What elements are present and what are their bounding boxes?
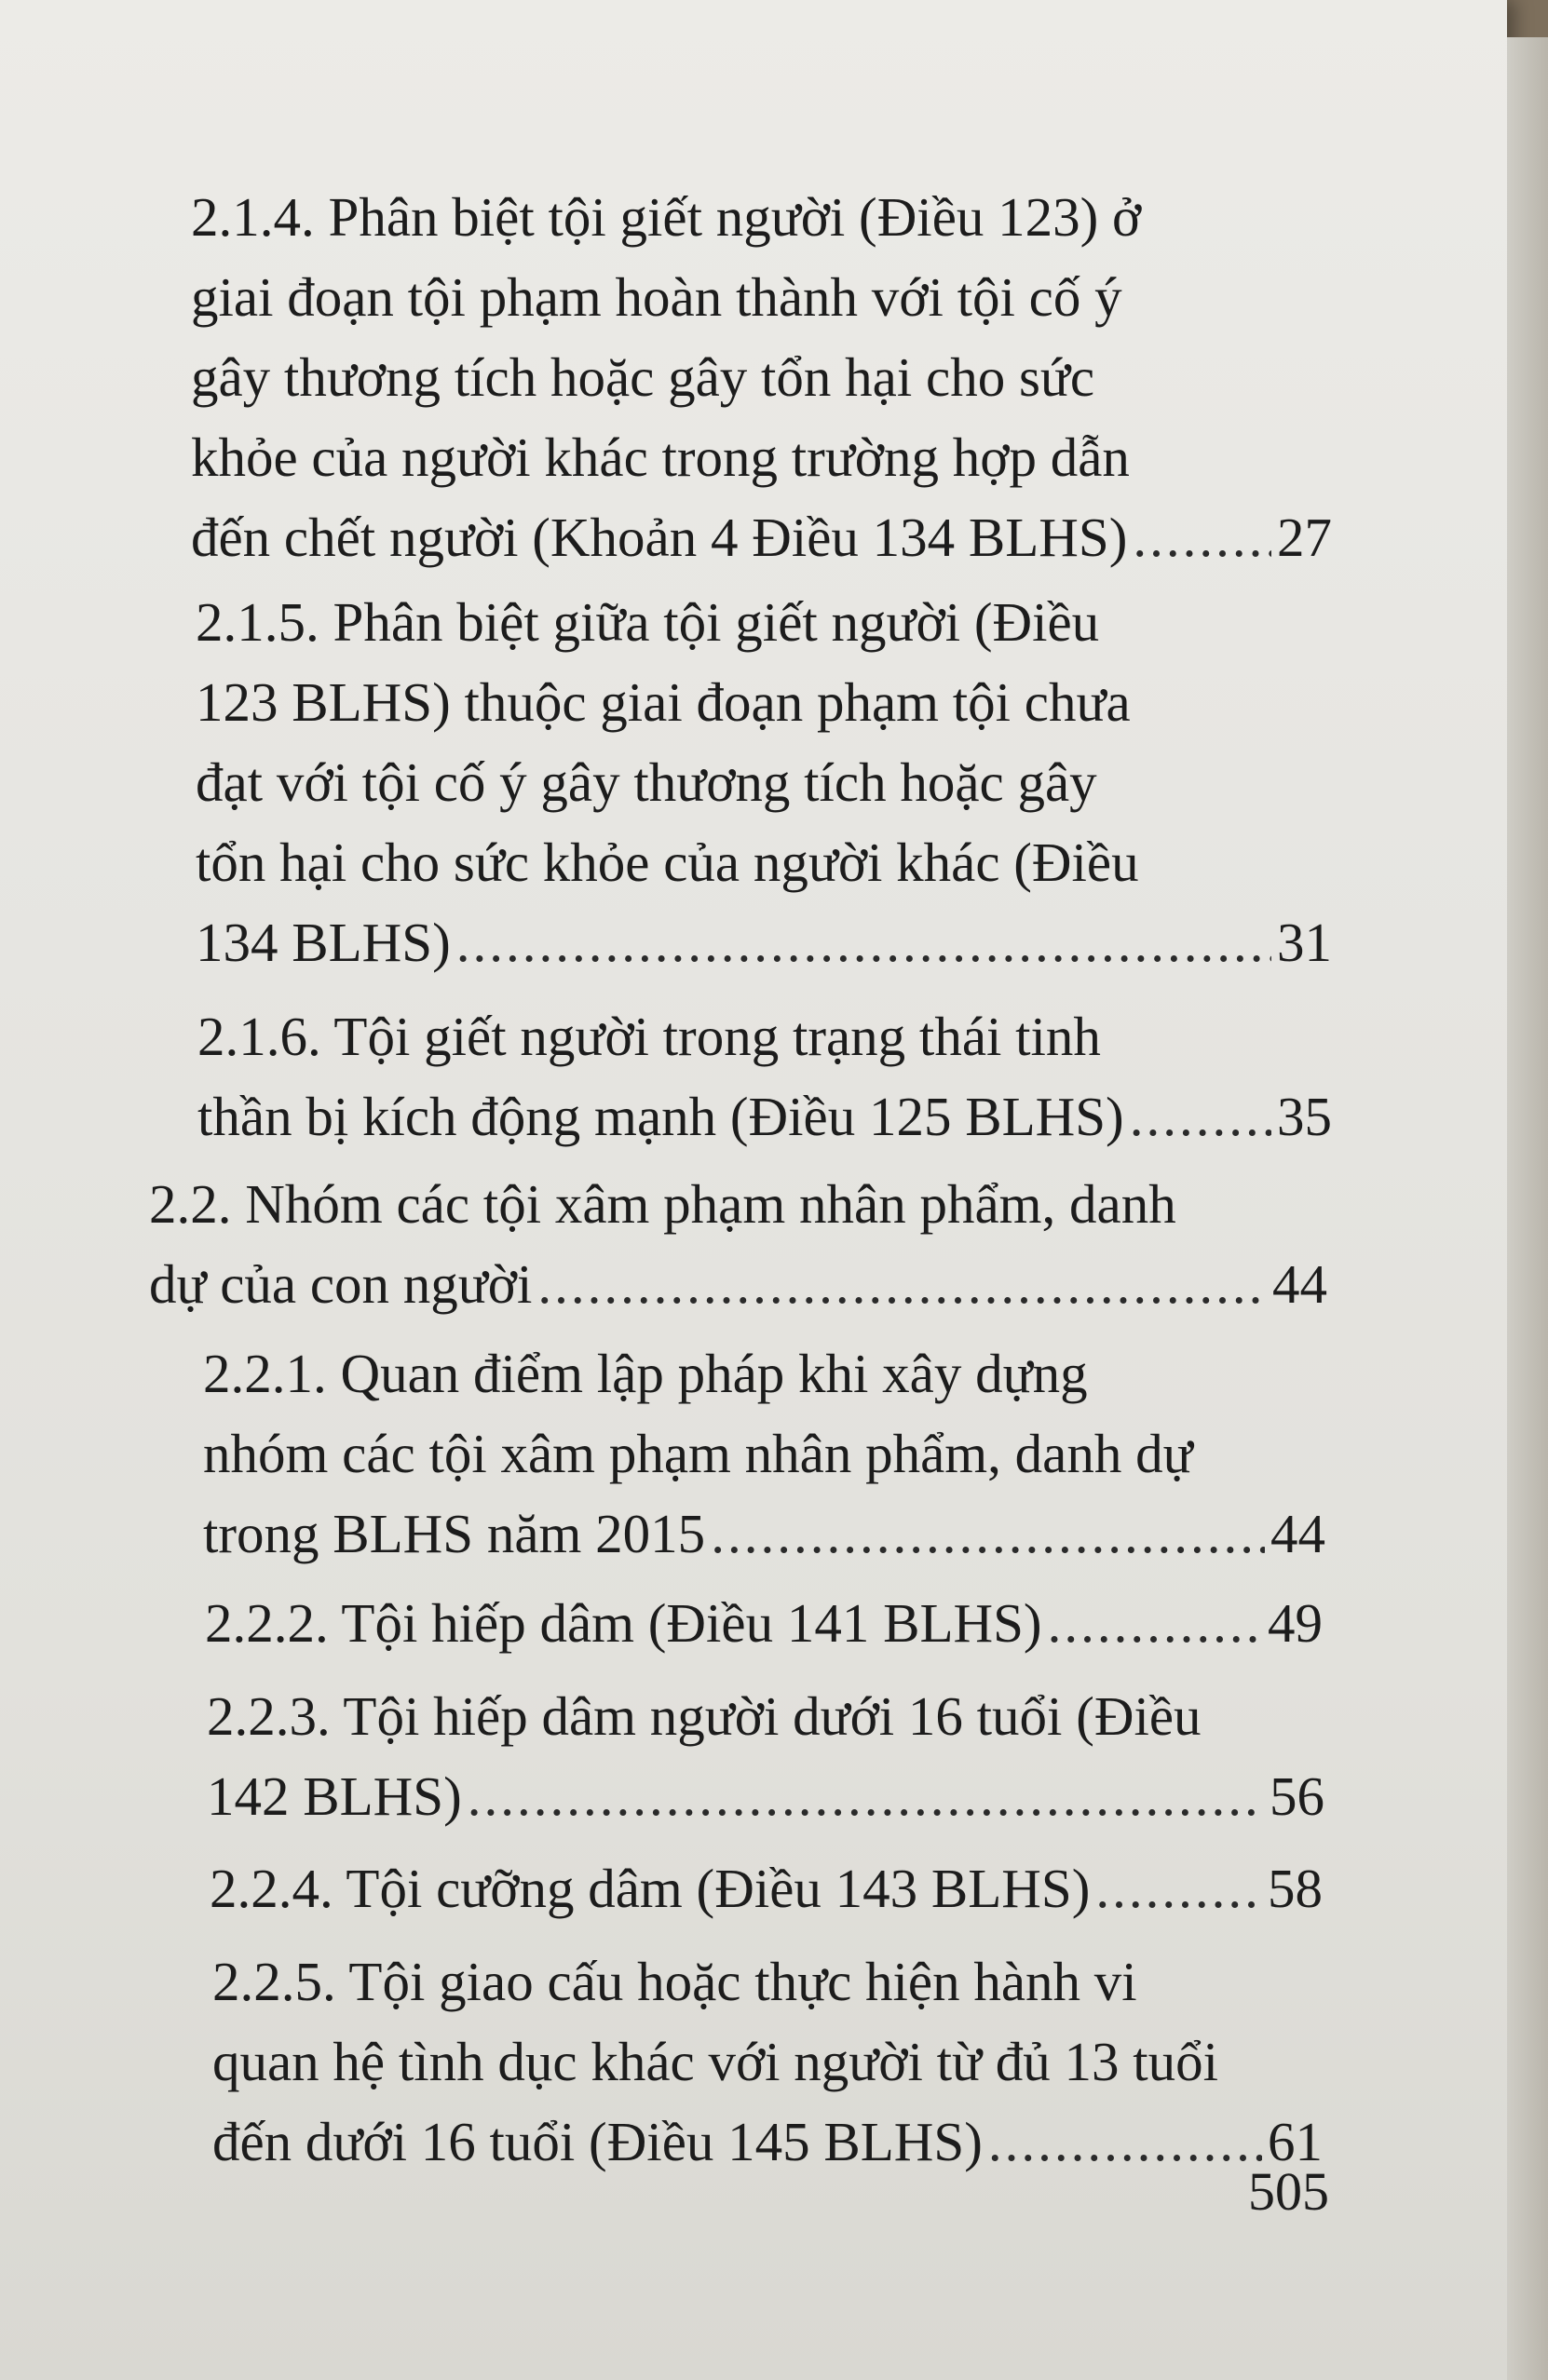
page-ref: 31 <box>1277 912 1332 973</box>
dot-leader <box>1130 1076 1271 1156</box>
toc-entry-2-2-3 <box>207 1676 1324 1836</box>
page-number: 505 <box>1248 2161 1329 2222</box>
toc-line-with-page <box>205 1583 1323 1663</box>
toc-line: đến chết người (Khoản 4 Điều 134 BLHS) <box>191 507 1128 568</box>
toc-line: dự của con người <box>149 1253 533 1315</box>
toc-line-with-page <box>212 2102 1323 2182</box>
toc-line: 2.1.5. Phân biệt giữa tội giết người (Điều <box>196 591 1100 653</box>
toc-entry-2-1-5 <box>196 582 1332 982</box>
toc-entry-2-2 <box>149 1164 1327 1324</box>
dot-leader <box>537 1244 1267 1324</box>
page-ref: 49 <box>1268 1592 1323 1654</box>
toc-entry-2-2-1 <box>203 1333 1325 1574</box>
page-ref: 58 <box>1268 1858 1323 1919</box>
page-ref: 56 <box>1270 1765 1324 1827</box>
page-ref: 61 <box>1268 2111 1323 2172</box>
toc-line-with-page <box>191 497 1332 577</box>
toc-line-with-page <box>203 1494 1325 1574</box>
toc-entry-2-1-4 <box>191 177 1332 577</box>
toc-line: 2.2.5. Tội giao cấu hoặc thực hiện hành vi <box>212 1951 1137 2012</box>
page-ref: 27 <box>1277 507 1332 568</box>
toc-line: đạt với tội cố ý gây thương tích hoặc gây <box>196 751 1097 813</box>
toc-line: 2.1.6. Tội giết người trong trạng thái tinh <box>197 1006 1101 1067</box>
toc-line: đến dưới 16 tuổi (Điều 145 BLHS) <box>212 2111 983 2172</box>
toc-line: tổn hại cho sức khỏe của người khác (Điều <box>196 832 1139 893</box>
toc-line: khỏe của người khác trong trường hợp dẫn <box>191 426 1130 488</box>
dot-leader <box>1095 1848 1262 1928</box>
toc-line: nhóm các tội xâm phạm nhân phẩm, danh dự <box>203 1423 1193 1484</box>
toc-line: 2.2. Nhóm các tội xâm phạm nhân phẩm, danh <box>149 1173 1176 1235</box>
toc-line-with-page <box>210 1848 1323 1928</box>
page-stack-edge <box>1507 37 1548 2380</box>
toc-entry-2-1-6 <box>197 996 1332 1156</box>
dot-leader <box>711 1494 1265 1574</box>
toc-line: gây thương tích hoặc gây tổn hại cho sức <box>191 346 1095 408</box>
toc-line: quan hệ tình dục khác với người từ đủ 13 tuổi <box>212 2031 1219 2092</box>
page-ref: 44 <box>1270 1503 1325 1564</box>
toc-line: thần bị kích động mạnh (Điều 125 BLHS) <box>197 1086 1124 1147</box>
toc-line: 2.1.4. Phân biệt tội giết người (Điều 123) ở <box>191 186 1142 248</box>
toc-line: 2.2.3. Tội hiếp dâm người dưới 16 tuổi (Điều <box>207 1685 1202 1747</box>
toc-line: 134 BLHS) <box>196 912 451 973</box>
page-ref: 44 <box>1272 1253 1327 1315</box>
toc-line: trong BLHS năm 2015 <box>203 1503 706 1564</box>
toc-line: 142 BLHS) <box>207 1765 462 1827</box>
toc-entry-2-2-4 <box>210 1848 1323 1928</box>
toc-line: 123 BLHS) thuộc giai đoạn phạm tội chưa <box>196 671 1131 733</box>
toc-line: 2.2.4. Tội cưỡng dâm (Điều 143 BLHS) <box>210 1858 1091 1919</box>
toc-line-with-page <box>149 1244 1327 1324</box>
dot-leader <box>468 1756 1264 1836</box>
toc-line: giai đoạn tội phạm hoàn thành với tội cố ý <box>191 266 1122 328</box>
page-ref: 35 <box>1277 1086 1332 1147</box>
toc-line: 2.2.1. Quan điểm lập pháp khi xây dựng <box>203 1343 1088 1404</box>
dot-leader <box>1048 1583 1262 1663</box>
toc-line-with-page <box>207 1756 1324 1836</box>
dot-leader <box>1133 497 1271 577</box>
dot-leader <box>456 902 1271 982</box>
toc-entry-2-2-2 <box>205 1583 1323 1663</box>
toc-line: 2.2.2. Tội hiếp dâm (Điều 141 BLHS) <box>205 1592 1042 1654</box>
toc-line-with-page <box>196 902 1332 982</box>
dot-leader <box>988 2102 1262 2182</box>
toc-entry-2-2-5 <box>212 1941 1323 2182</box>
toc-line-with-page <box>197 1076 1332 1156</box>
